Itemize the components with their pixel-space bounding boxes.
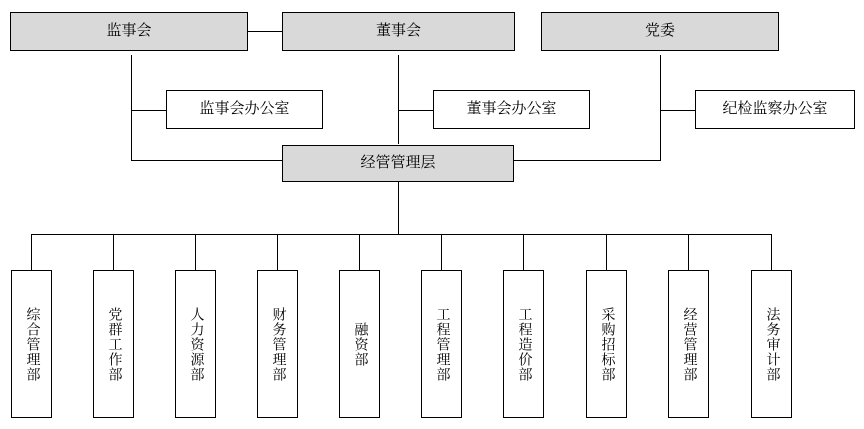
node-dept-general-management-label: 综合管理部 (24, 306, 40, 382)
node-party-committee[interactable] (541, 12, 779, 51)
connector-management-down (398, 182, 399, 234)
connector-dept-9 (688, 234, 689, 270)
node-board-office[interactable] (433, 90, 590, 129)
node-dept-engineering-management[interactable] (421, 270, 462, 418)
connector-party-vertical (660, 55, 661, 160)
node-discipline-inspection-office-label: 纪检监察办公室 (722, 100, 828, 117)
node-dept-financing[interactable] (339, 270, 380, 418)
node-dept-legal-audit-label: 法务审计部 (764, 306, 780, 382)
node-board-office-label: 董事会办公室 (466, 100, 557, 117)
connector-dept-7 (523, 234, 524, 270)
connector-dept-4 (277, 234, 278, 270)
node-dept-party-masses-work-label: 党群工作部 (106, 306, 122, 382)
node-dept-engineering-cost-label: 工程造价部 (516, 306, 532, 382)
node-board-of-directors[interactable] (282, 12, 515, 51)
node-supervisory-board[interactable] (10, 12, 248, 51)
node-dept-legal-audit[interactable] (751, 270, 792, 418)
node-supervisory-board-label: 监事会 (106, 22, 152, 39)
node-dept-party-masses-work[interactable] (93, 270, 134, 418)
connector-dept-6 (441, 234, 442, 270)
node-dept-procurement-bidding[interactable] (586, 270, 627, 418)
connector-department-bus (31, 234, 771, 235)
connector-party-to-management (514, 160, 661, 161)
node-dept-finance-management[interactable] (257, 270, 298, 418)
connector-dept-10 (771, 234, 772, 270)
node-dept-operation-management[interactable] (668, 270, 709, 418)
connector-supervisory-office (131, 110, 166, 111)
node-management-layer[interactable] (282, 145, 514, 182)
connector-party-office (660, 110, 695, 111)
node-party-committee-label: 党委 (644, 22, 675, 39)
node-dept-procurement-bidding-label: 采购招标部 (599, 306, 615, 382)
connector-supervisory-to-board (248, 31, 282, 32)
connector-board-vertical (398, 55, 399, 144)
connector-dept-2 (113, 234, 114, 270)
node-dept-human-resources-label: 人力资源部 (188, 306, 204, 382)
node-dept-general-management[interactable] (11, 270, 52, 418)
connector-dept-5 (359, 234, 360, 270)
node-board-of-directors-label: 董事会 (375, 22, 421, 39)
connector-board-office (398, 110, 433, 111)
node-dept-engineering-cost[interactable] (503, 270, 544, 418)
connector-dept-1 (31, 234, 32, 270)
node-dept-financing-label: 融资部 (352, 321, 368, 367)
connector-dept-8 (606, 234, 607, 270)
node-supervisory-board-office-label: 监事会办公室 (199, 100, 290, 117)
node-discipline-inspection-office[interactable] (695, 90, 855, 129)
connector-supervisory-to-management (131, 160, 282, 161)
node-dept-finance-management-label: 财务管理部 (270, 306, 286, 382)
node-dept-operation-management-label: 经营管理部 (681, 306, 697, 382)
node-management-layer-label: 经管管理层 (360, 154, 436, 171)
node-dept-engineering-management-label: 工程管理部 (434, 306, 450, 382)
node-dept-human-resources[interactable] (175, 270, 216, 418)
node-supervisory-board-office[interactable] (166, 90, 323, 129)
connector-dept-3 (195, 234, 196, 270)
connector-supervisory-vertical (131, 55, 132, 160)
